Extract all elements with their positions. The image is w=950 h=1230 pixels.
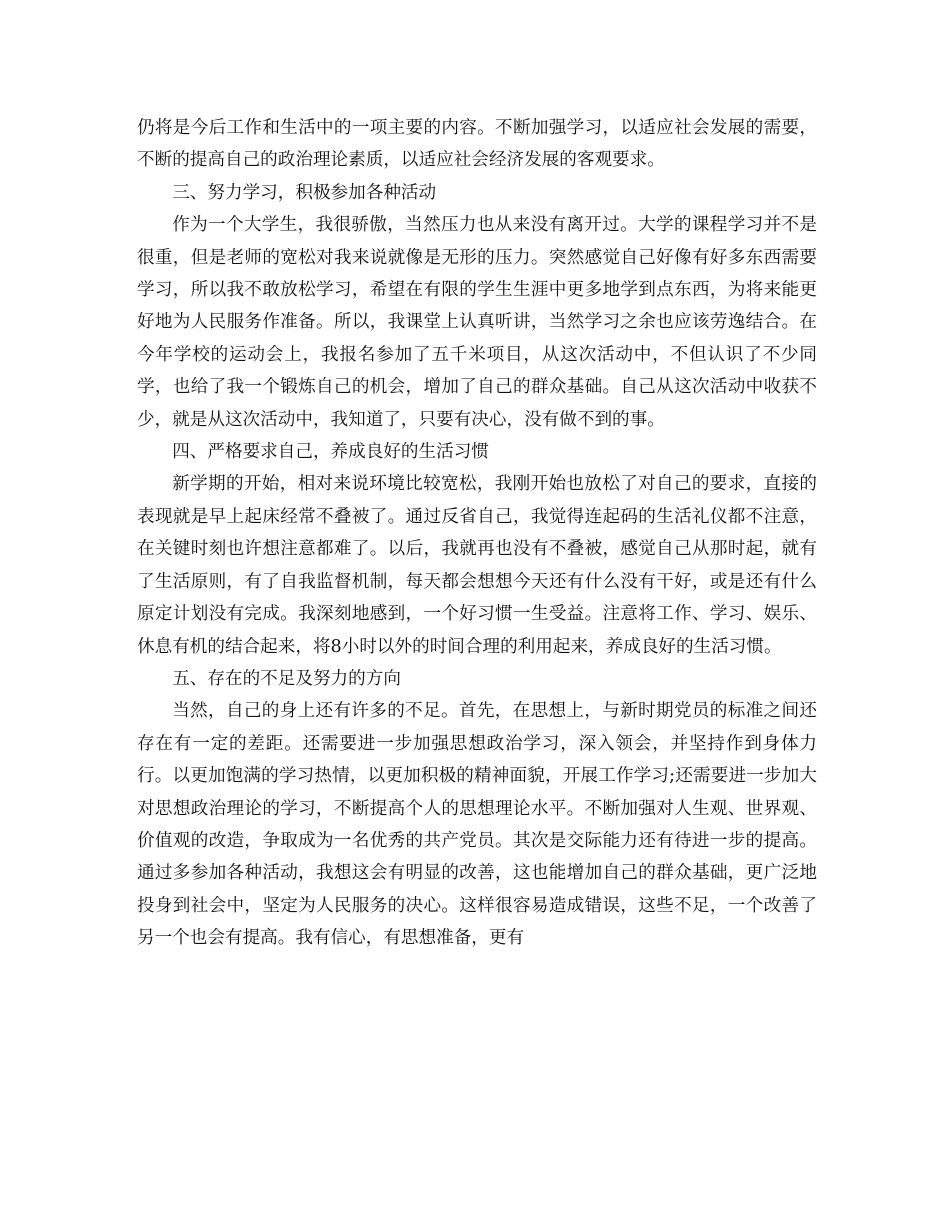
paragraph-living-habits: 新学期的开始，相对来说环境比较宽松，我刚开始也放松了对自己的要求，直接的表现就是早上起床经常不叠被了。通过反省自己，我觉得连起码的生活礼仪都不注意，在关键时刻也许想注意都难了。以后，我就再也没有不叠被，感觉自己从那时起，就有了生活原则，有了自我监督机制，每天都会想想今天还有什么没有干好，或是还有什么原定计划没有完成。我深刻地感到，一个好习惯一生受益。注意将工作、学习、娱乐、休息有机的结合起来，将8小时以外的时间合理的利用起来，养成良好的生活习惯。 [137,474,817,657]
section-heading-3: 三、努力学习，积极参加各种活动 [172,182,437,203]
section-heading-5: 五、存在的不足及努力的方向 [172,668,401,689]
paragraph-continuation: 仍将是今后工作和生活中的一项主要的内容。不断加强学习，以适应社会发展的需要，不断的提高自己的政治理论素质，以适应社会经济发展的客观要求。 [137,118,817,171]
paragraph-shortcomings: 当然，自己的身上还有许多的不足。首先，在思想上，与新时期党员的标准之间还存在有一定的差距。还需要进一步加强思想政治学习，深入领会，并坚持作到身体力行。以更加饱满的学习热情，以更加积极的精神面貌，开展工作学习;还需要进一步加大对思想政治理论的学习，不断提高个人的思想理论水平。不断加强对人生观、世界观、价值观的改造，争取成为一名优秀的共产党员。其次是交际能力还有待进一步的提高。通过多参加各种活动，我想这会有明显的改善，这也能增加自己的群众基础，更广泛地投身到社会中，坚定为人民服务的决心。这样很容易造成错误，这些不足，一个改善了另一个也会有提高。我有信心，有思想准备，更有 [137,701,817,949]
document-body [137,112,817,955]
section-heading-4: 四、严格要求自己，养成良好的生活习惯 [172,442,489,463]
paragraph-study-activities: 作为一个大学生，我很骄傲，当然压力也从来没有离开过。大学的课程学习并不是很重，但是老师的宽松对我来说就像是无形的压力。突然感觉自己好像有好多东西需要学习，所以我不敢放松学习，希望在有限的学生生涯中更多地学到点东西，为将来能更好地为人民服务作准备。所以，我课堂上认真听讲，当然学习之余也应该劳逸结合。在今年学校的运动会上，我报名参加了五千米项目，从这次活动中，不但认识了不少同学，也给了我一个锻炼自己的机会，增加了自己的群众基础。自己从这次活动中收获不少，就是从这次活动中，我知道了，只要有决心，没有做不到的事。 [137,215,817,430]
